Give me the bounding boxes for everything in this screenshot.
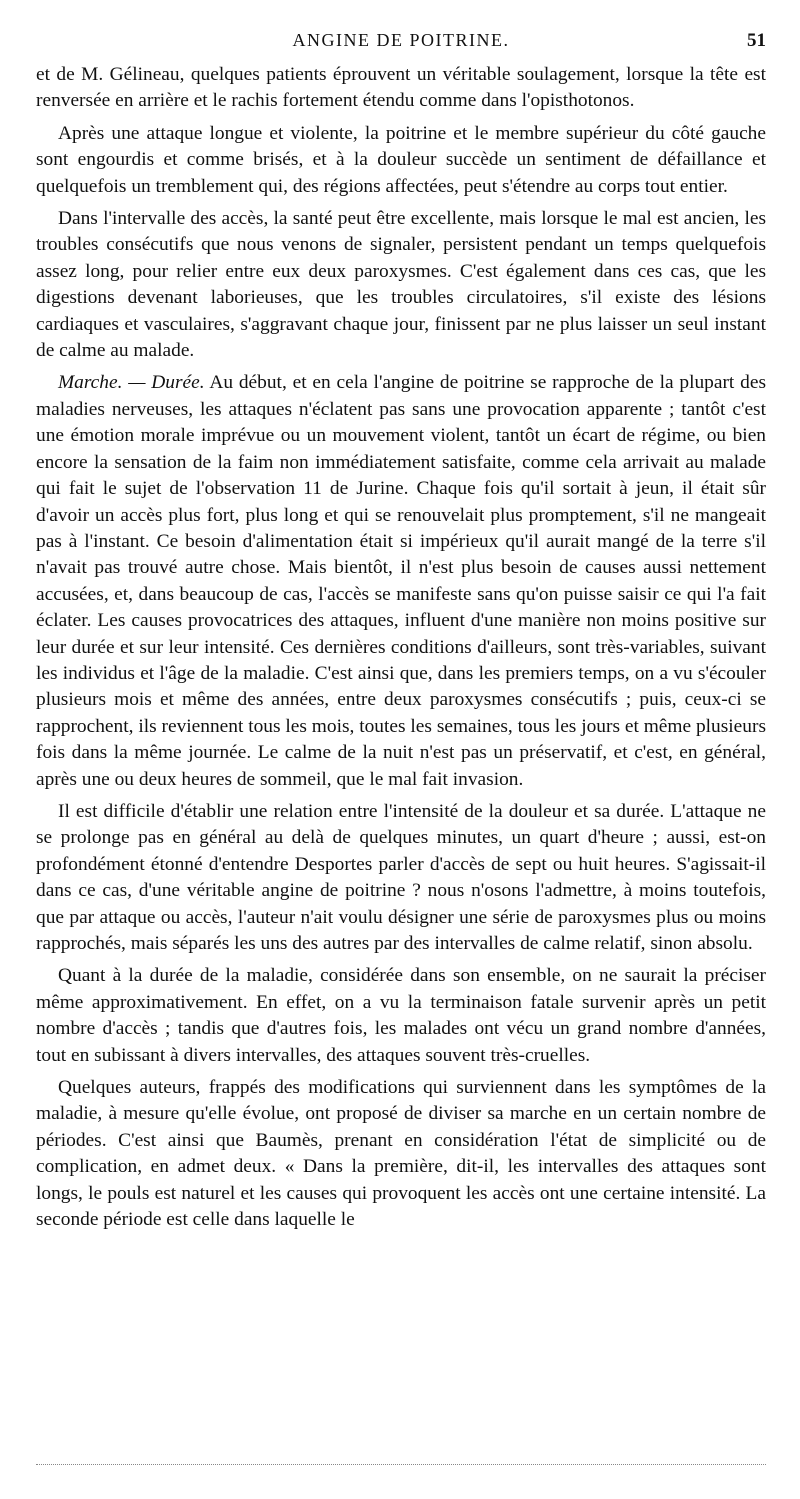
paragraph [36,963,766,1069]
paragraph [36,1075,766,1233]
paragraph [36,370,766,793]
page-header [36,30,766,56]
paragraph [36,799,766,957]
section-heading: Marche. — Durée. [58,372,205,394]
paragraph-text: Il est difficile d'établir une relation entre l'intensité de la douleur et sa durée. L'attaque ne se prolonge pas en général au delà de quelques minutes, un quart d'heure ; aussi, est-on profondément étonné d'entendre Desportes parler d'accès de sept ou huit heures. S'agissait-il dans ce cas, d'une véritable angine de poitrine ? nous n'osons l'admettre, à moins toutefois, que par attaque ou accès, l'auteur n'ait voulu désigner une série de paroxysmes plus ou moins rapprochés, mais séparés les uns des autres par des intervalles de calme relatif, sinon absolu. [36,800,766,954]
body-text [36,62,766,1239]
paragraph-text: Après une attaque longue et violente, la poitrine et le membre supérieur du côté gauche sont engourdis et comme brisés, et à la douleur succède un sentiment de défaillance et quelquefois un tremblement qui, des régions affectées, peut s'étendre au corps tout entier. [36,122,766,197]
paragraph [36,62,766,115]
paragraph [36,121,766,200]
paragraph-text: Au début, et en cela l'angine de poitrine se rapproche de la plupart des maladies nerveuses, les attaques n'éclatent pas sans une provocation apparente ; tantôt c'est une émotion morale imprévue ou un mouvement violent, tantôt un écart de régime, ou bien encore la sensation de la faim non immédiatement satisfaite, comme cela arrivait au malade qui fait le sujet de l'observation 11 de Jurine. Chaque fois qu'il sortait à jeun, il était sûr d'avoir un accès plus fort, plus long et qui se renouvelait plus promptement, s'il ne mangeait pas à l'instant. Ce besoin d'alimentation était si impérieux qu'il aurait mangé de la terre s'il n'avait pas trouvé autre chose. Mais bientôt, il n'est plus besoin de causes aussi nettement accusées, et, dans beaucoup de cas, l'accès se manifeste sans qu'on puisse saisir ce qui l'a fait éclater. Les causes provocatrices des attaques, influent d'une manière non moins positive sur leur durée et sur leur intensité. Ces dernières conditions d'ailleurs, sont très-variables, suivant les individus et l'âge de la maladie. C'est ainsi que, dans les premiers temps, on a vu s'écouler plusieurs mois et même des années, entre deux paroxysmes consécutifs ; puis, ceux-ci se rapprochent, ils reviennent tous les mois, toutes les semaines, tous les jours et même plusieurs fois dans la même journée. Le calme de la nuit n'est pas un préservatif, et c'est, en général, après une ou deux heures de sommeil, que le mal fait invasion. [36,372,766,790]
paragraph-text: Quant à la durée de la maladie, considérée dans son ensemble, on ne saurait la préciser même approximativement. En effet, on a vu la terminaison fatale survenir après un petit nombre d'accès ; tandis que d'autres fois, les malades ont vécu un grand nombre d'années, tout en subissant à divers intervalles, des attaques souvent très-cruelles. [36,965,766,1066]
running-title: ANGINE DE POITRINE. [292,30,510,50]
footer-dotted-rule [36,1464,766,1465]
page-number: 51 [747,30,766,51]
paragraph-text: et de M. Gélineau, quelques patients éprouvent un véritable soulagement, lorsque la tête est renversée en arrière et le rachis fortement étendu comme dans l'opisthotonos. [36,64,766,112]
paragraph [36,206,766,364]
paragraph-text: Quelques auteurs, frappés des modifications qui surviennent dans les symptômes de la maladie, à mesure qu'elle évolue, ont proposé de diviser sa marche en un certain nombre de périodes. C'est ainsi que Baumès, prenant en considération l'état de simplicité ou de complication, en admet deux. « Dans la première, dit-il, les intervalles des attaques sont longs, le pouls est naturel et les causes qui provoquent les accès ont une certaine intensité. La seconde période est celle dans laquelle le [36,1077,766,1231]
paragraph-text: Dans l'intervalle des accès, la santé peut être excellente, mais lorsque le mal est ancien, les troubles consécutifs que nous venons de signaler, persistent pendant un temps quelquefois assez long, pour relier entre eux deux paroxysmes. C'est également dans ces cas, que les digestions devenant laborieuses, que les troubles circulatoires, s'il existe des lésions cardiaques et vasculaires, s'aggravant chaque jour, finissent par ne plus laisser un seul instant de calme au malade. [36,208,766,362]
